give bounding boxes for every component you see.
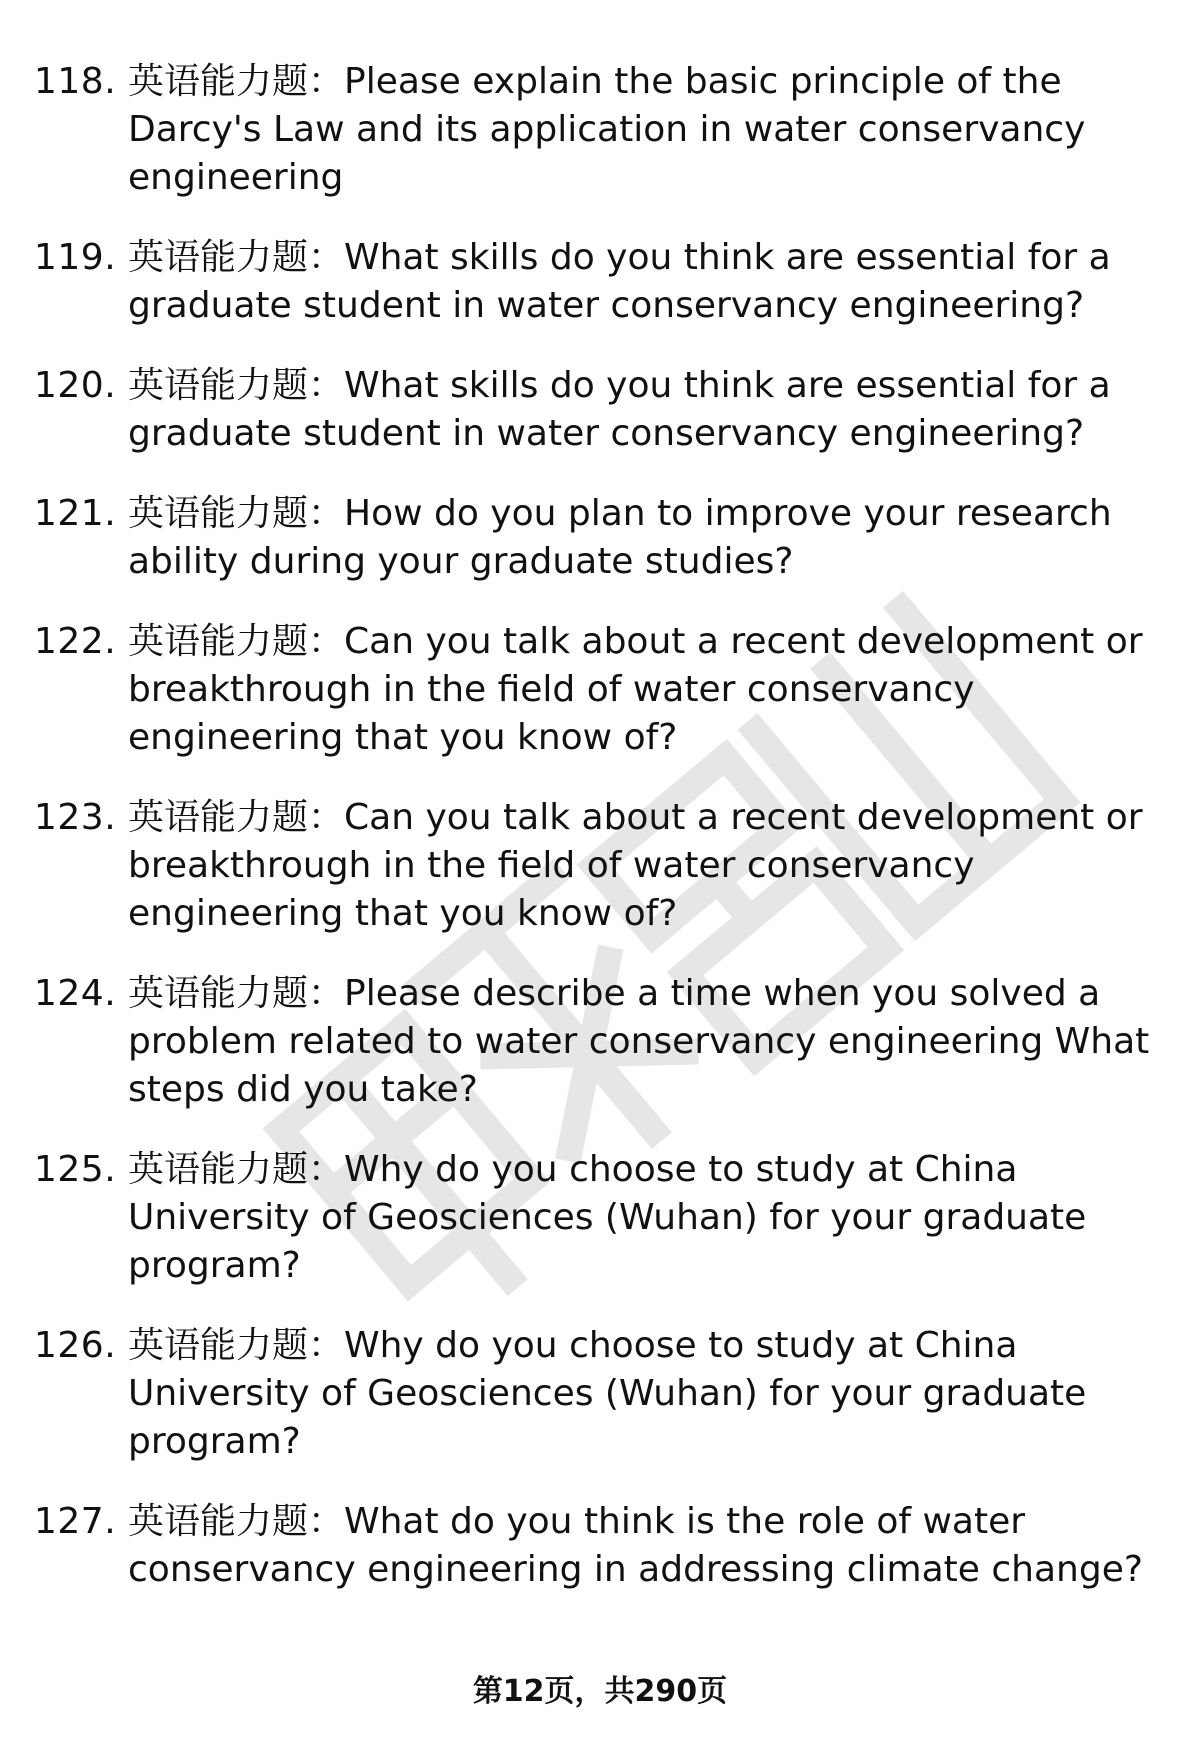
question-item	[0, 58, 1200, 202]
question-text: 英语能力题：Can you talk about a recent development or breakthrough in the field of water conservancy engineering that you know of?	[128, 621, 1143, 758]
question-number: 123.	[34, 797, 117, 838]
question-number: 121.	[34, 493, 117, 534]
question-number: 126.	[34, 1325, 117, 1366]
question-number: 125.	[34, 1149, 117, 1190]
question-text: 英语能力题：What do you think is the role of water conservancy engineering in addressing climate change?	[128, 1501, 1143, 1590]
question-text: 英语能力题：How do you plan to improve your research ability during your graduate studies?	[128, 493, 1112, 582]
question-text: 英语能力题：What skills do you think are essential for a graduate student in water conservancy engineering?	[128, 237, 1111, 326]
question-item	[0, 618, 1200, 762]
question-item	[0, 362, 1200, 458]
question-item	[0, 1146, 1200, 1290]
question-list	[0, 58, 1200, 1626]
question-text: 英语能力题：Please describe a time when you solved a problem related to water conservancy engineering What steps did you take?	[128, 973, 1150, 1110]
question-item	[0, 1498, 1200, 1594]
question-text: 英语能力题：What skills do you think are essential for a graduate student in water conservancy engineering?	[128, 365, 1111, 454]
question-number: 120.	[34, 365, 117, 406]
question-item	[0, 970, 1200, 1114]
question-text: 英语能力题：Why do you choose to study at China University of Geosciences (Wuhan) for your graduate program?	[128, 1325, 1087, 1462]
question-text: 英语能力题：Please explain the basic principle of the Darcy's Law and its application in water conservancy engineering	[128, 61, 1086, 198]
question-item	[0, 490, 1200, 586]
question-text: 英语能力题：Why do you choose to study at China University of Geosciences (Wuhan) for your graduate program?	[128, 1149, 1087, 1286]
page-number-footer: 第12页，共290页	[472, 1674, 728, 1709]
question-number: 119.	[34, 237, 117, 278]
question-number: 127.	[34, 1501, 117, 1542]
question-text: 英语能力题：Can you talk about a recent development or breakthrough in the field of water conservancy engineering that you know of?	[128, 797, 1143, 934]
question-item	[0, 794, 1200, 938]
question-number: 122.	[34, 621, 117, 662]
question-item	[0, 234, 1200, 330]
question-item	[0, 1322, 1200, 1466]
question-number: 124.	[34, 973, 117, 1014]
question-number: 118.	[34, 61, 117, 102]
